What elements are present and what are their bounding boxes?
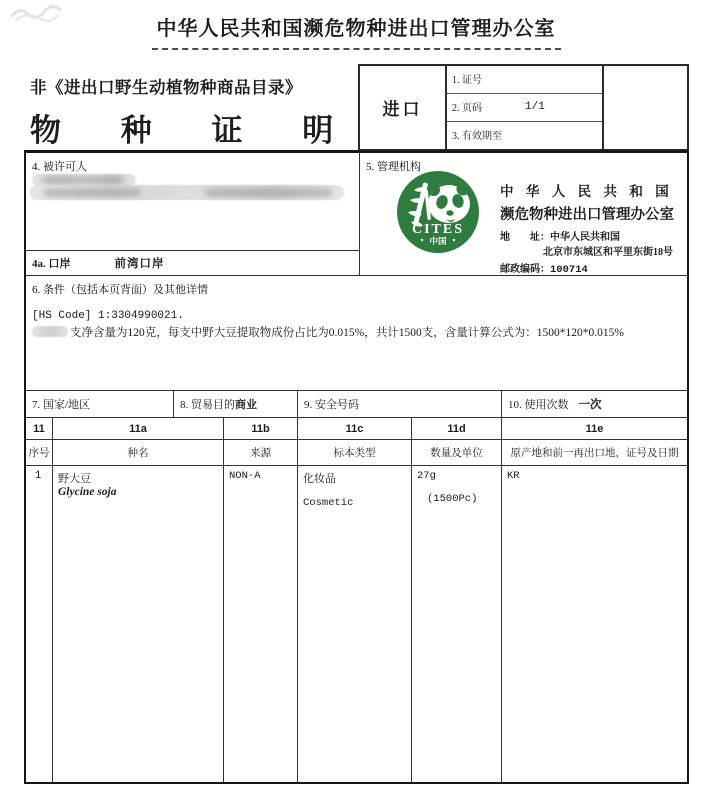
port-value: 前湾口岸 <box>114 258 165 270</box>
cell-species <box>53 466 224 782</box>
header-blank-cell <box>604 66 687 149</box>
field-trade-purpose <box>174 391 298 417</box>
authority-address-line1: 中华人民共和国 <box>550 232 620 243</box>
field-country <box>26 391 174 417</box>
cell-quantity <box>412 466 502 782</box>
header-seq-no: 序号 <box>26 440 53 465</box>
authority-office-line: 濒危物种进出口管理办公室 <box>500 207 674 223</box>
conditions-detail-line: 支净含量为120克，每支中野大豆提取物成份占比为0.015%，共计1500支，含量计算公式为：1500*120*0.015% <box>32 324 687 340</box>
page-label: 2. 页码 <box>452 103 482 114</box>
code-header-11b: 11b <box>224 418 298 439</box>
authority-label: 5. 管理机构 <box>366 161 421 173</box>
species-latin: Glycine soja <box>58 486 117 498</box>
licensee-label: 4. 被许可人 <box>32 161 87 173</box>
svg-text:CITES: CITES <box>411 222 465 237</box>
authority-postcode-value: 100714 <box>550 264 588 276</box>
authority-info-block <box>500 180 686 276</box>
uses-value: 一次 <box>578 399 602 411</box>
hs-code-line: [HS Code] 1:3304990021. <box>32 310 184 322</box>
conditions-section <box>26 276 687 391</box>
org-title: 中华人民共和国濒危物种进出口管理办公室 <box>152 12 561 50</box>
licensee-section <box>26 153 359 251</box>
cell-origin: KR <box>507 470 520 482</box>
field-uses <box>502 391 687 417</box>
cell-seq-no: 1 <box>26 466 53 782</box>
conditions-label: 6. 条件（包括本页背面）及其他详情 <box>32 284 208 296</box>
code-header-11d: 11d <box>412 418 502 439</box>
conditions-redaction <box>32 326 68 337</box>
quantity-value: 27g <box>417 470 436 482</box>
page-value: 1/1 <box>525 101 545 113</box>
licensee-redaction-2 <box>30 185 344 200</box>
header-species-name: 种名 <box>53 440 224 465</box>
certificate-heading <box>30 74 350 150</box>
authority-postcode-label: 邮政编码： <box>500 264 550 275</box>
header-specimen-type: 标本类型 <box>298 440 412 465</box>
field-page <box>447 93 602 121</box>
quantity-detail: (1500Pc) <box>427 493 478 505</box>
fields-row <box>26 391 687 418</box>
authority-address-label: 地 址： <box>500 232 550 243</box>
svg-text:中国: 中国 <box>429 236 447 246</box>
cell-specimen-type <box>298 466 412 782</box>
uses-label: 10. 使用次数 <box>508 399 569 411</box>
field-valid-until <box>447 121 602 149</box>
port-label: 4a. 口岸 <box>32 258 71 270</box>
header-quantity-unit: 数量及单位 <box>412 440 502 465</box>
import-header-box <box>358 64 689 151</box>
code-header-11e: 11e <box>585 422 604 435</box>
code-header-11a: 11a <box>53 418 224 439</box>
cell-source: NON-A <box>224 466 298 782</box>
authority-address-line2: 北京市东城区和平里东街18号 <box>543 247 673 258</box>
table-data-row <box>26 466 687 782</box>
code-header-11c: 11c <box>298 418 412 439</box>
field-security-no <box>298 391 502 417</box>
purpose-value: 商业 <box>235 399 257 411</box>
security-no-label: 9. 安全号码 <box>304 399 359 411</box>
direction-label: 进口 <box>360 66 447 149</box>
specimen-cn: 化妆品 <box>303 473 336 485</box>
header-source: 来源 <box>224 440 298 465</box>
certificate-title: 物 种 证 明 <box>30 113 334 148</box>
specimen-en: Cosmetic <box>303 497 354 509</box>
valid-until-label: 3. 有效期至 <box>452 131 502 142</box>
authority-country-line: 中 华 人 民 共 和 国 <box>500 184 669 199</box>
field-cert-no <box>447 66 602 93</box>
country-label: 7. 国家/地区 <box>32 399 91 411</box>
species-cn: 野大豆 <box>58 473 91 485</box>
cites-panda-logo-icon <box>396 170 480 254</box>
port-section <box>26 251 359 275</box>
certificate-main-table <box>24 150 689 784</box>
code-header-11: 11 <box>26 418 53 439</box>
certificate-subtitle: 非《进出口野生动植物种商品目录》 <box>30 78 302 97</box>
table-code-header-row <box>26 418 687 440</box>
purpose-label: 8. 贸易目的 <box>180 399 235 411</box>
authority-section <box>360 153 687 275</box>
header-origin: 原产地和前一再出口地，证号及日期 <box>510 448 679 459</box>
cert-no-label: 1. 证号 <box>452 75 482 86</box>
table-label-header-row <box>26 440 687 466</box>
